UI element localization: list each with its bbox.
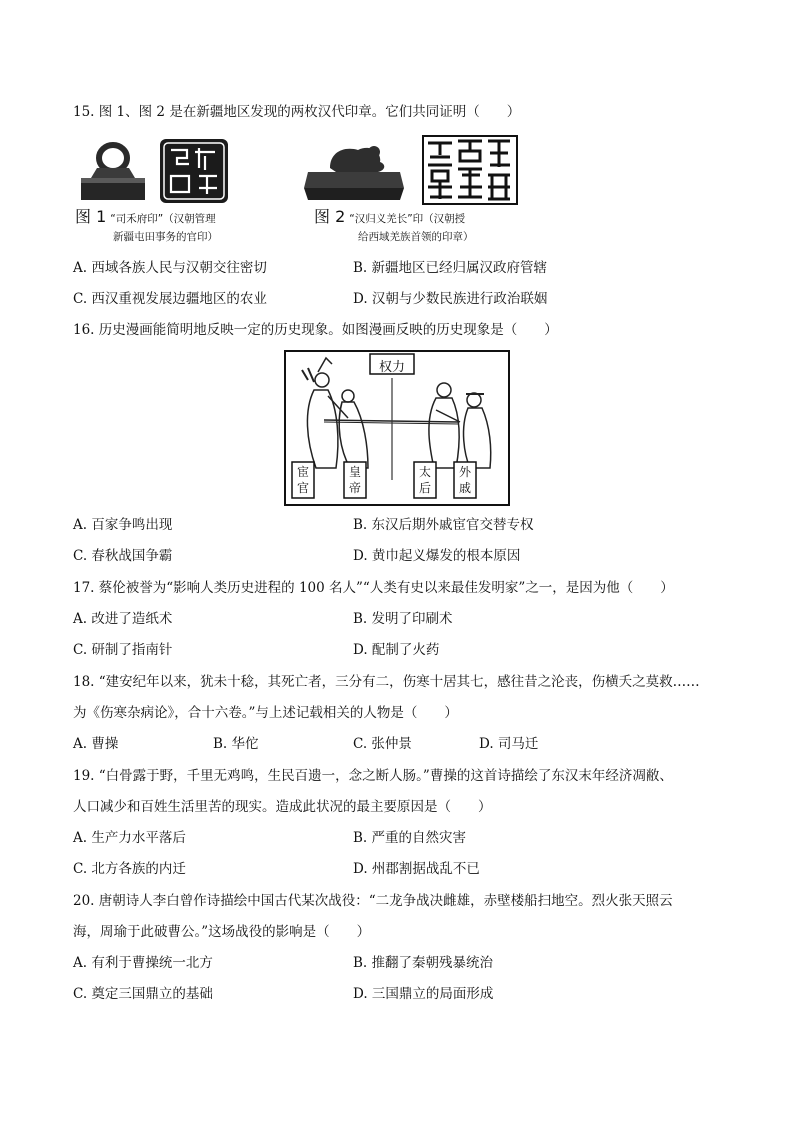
q15-option-b[interactable]: B. 新疆地区已经归属汉政府管辖 xyxy=(353,260,548,276)
q15-option-c[interactable]: C. 西汉重视发展边疆地区的农业 xyxy=(73,291,267,307)
fig1-caption-line2: 新疆屯田事务的官印） xyxy=(113,231,218,243)
fig2-caption-line2: 给西域羌族首领的印章） xyxy=(358,231,474,243)
q19-option-b[interactable]: B. 严重的自然灾害 xyxy=(353,830,467,846)
fig1-number: 图 1 xyxy=(75,207,107,226)
q18-stem-line1: 18. “建安纪年以来，犹未十稔，其死亡者，三分有二，伤寒十居其七，感往昔之沦丧，伤横夭之莫救…… xyxy=(73,674,700,690)
q19-stem-line2: 人口减少和百姓生活里苦的现实。造成此状况的最主要原因是（ ） xyxy=(73,799,492,815)
label-relatives: 外戚 xyxy=(458,465,471,495)
label-dowager: 太后 xyxy=(418,465,431,495)
q19-option-a[interactable]: A. 生产力水平落后 xyxy=(73,830,186,846)
label-emperor: 皇帝 xyxy=(348,465,361,495)
label-power: 权力 xyxy=(378,360,405,375)
q20-option-b[interactable]: B. 推翻了秦朝残暴统治 xyxy=(353,955,494,971)
seal-1-impression xyxy=(159,138,229,204)
fig2-number: 图 2 xyxy=(314,207,346,226)
cartoon-power-struggle xyxy=(284,350,510,506)
q19-stem-line1: 19. “白骨露于野，千里无鸡鸣，生民百遗一，念之断人肠。”曹操的这首诗描绘了东汉末年经济凋敝、 xyxy=(73,768,673,784)
q19-option-c[interactable]: C. 北方各族的内迁 xyxy=(73,861,186,877)
q19-option-d[interactable]: D. 州郡割据战乱不已 xyxy=(353,861,480,877)
q20-option-d[interactable]: D. 三国鼎立的局面形成 xyxy=(353,986,494,1002)
q18-option-b[interactable]: B. 华佗 xyxy=(213,736,259,752)
q17-option-b[interactable]: B. 发明了印刷术 xyxy=(353,611,453,627)
q20-stem-line1: 20. 唐朝诗人李白曾作诗描绘中国古代某次战役：“二龙争战决雌雄，赤壁楼船扫地空。烈火张天照云 xyxy=(73,893,673,909)
q17-option-a[interactable]: A. 改进了造纸术 xyxy=(73,611,173,627)
q20-option-a[interactable]: A. 有利于曹操统一北方 xyxy=(73,955,213,971)
fig1-caption xyxy=(75,207,216,226)
seal-1-photo xyxy=(75,138,151,204)
fig2-caption xyxy=(314,207,466,226)
q16-option-a[interactable]: A. 百家争鸣出现 xyxy=(73,517,173,533)
seal-2-photo xyxy=(300,138,408,204)
q16-option-d[interactable]: D. 黄巾起义爆发的根本原因 xyxy=(353,548,521,564)
seal-2-impression xyxy=(422,135,518,205)
q18-option-a[interactable]: A. 曹操 xyxy=(73,736,119,752)
q17-option-c[interactable]: C. 研制了指南针 xyxy=(73,642,173,658)
label-eunuch: 宦官 xyxy=(296,465,309,495)
q20-stem-line2: 海，周瑜于此破曹公。”这场战役的影响是（ ） xyxy=(73,924,371,940)
q20-option-c[interactable]: C. 奠定三国鼎立的基础 xyxy=(73,986,213,1002)
fig1-caption-line1: “司禾府印”（汉朝管理 xyxy=(110,213,216,225)
q18-option-d[interactable]: D. 司马迁 xyxy=(479,736,539,752)
q16-option-b[interactable]: B. 东汉后期外戚宦官交替专权 xyxy=(353,517,534,533)
fig2-caption-line1: “汉归义羌长”印（汉朝授 xyxy=(349,213,466,225)
q15-stem: 15. 图 1、图 2 是在新疆地区发现的两枚汉代印章。它们共同证明（ ） xyxy=(73,104,521,120)
q17-stem: 17. 蔡伦被誉为“影响人类历史进程的 100 名人”“人类有史以来最佳发明家”之一，是因为他（ ） xyxy=(73,580,674,596)
q16-option-c[interactable]: C. 春秋战国争霸 xyxy=(73,548,173,564)
q18-stem-line2: 为《伤寒杂病论》，合十六卷。”与上述记载相关的人物是（ ） xyxy=(73,705,458,721)
q15-option-d[interactable]: D. 汉朝与少数民族进行政治联姻 xyxy=(353,291,548,307)
q15-option-a[interactable]: A. 西域各族人民与汉朝交往密切 xyxy=(73,260,267,276)
q17-option-d[interactable]: D. 配制了火药 xyxy=(353,642,440,658)
q16-stem: 16. 历史漫画能简明地反映一定的历史现象。如图漫画反映的历史现象是（ ） xyxy=(73,322,558,338)
q18-option-c[interactable]: C. 张仲景 xyxy=(353,736,412,752)
